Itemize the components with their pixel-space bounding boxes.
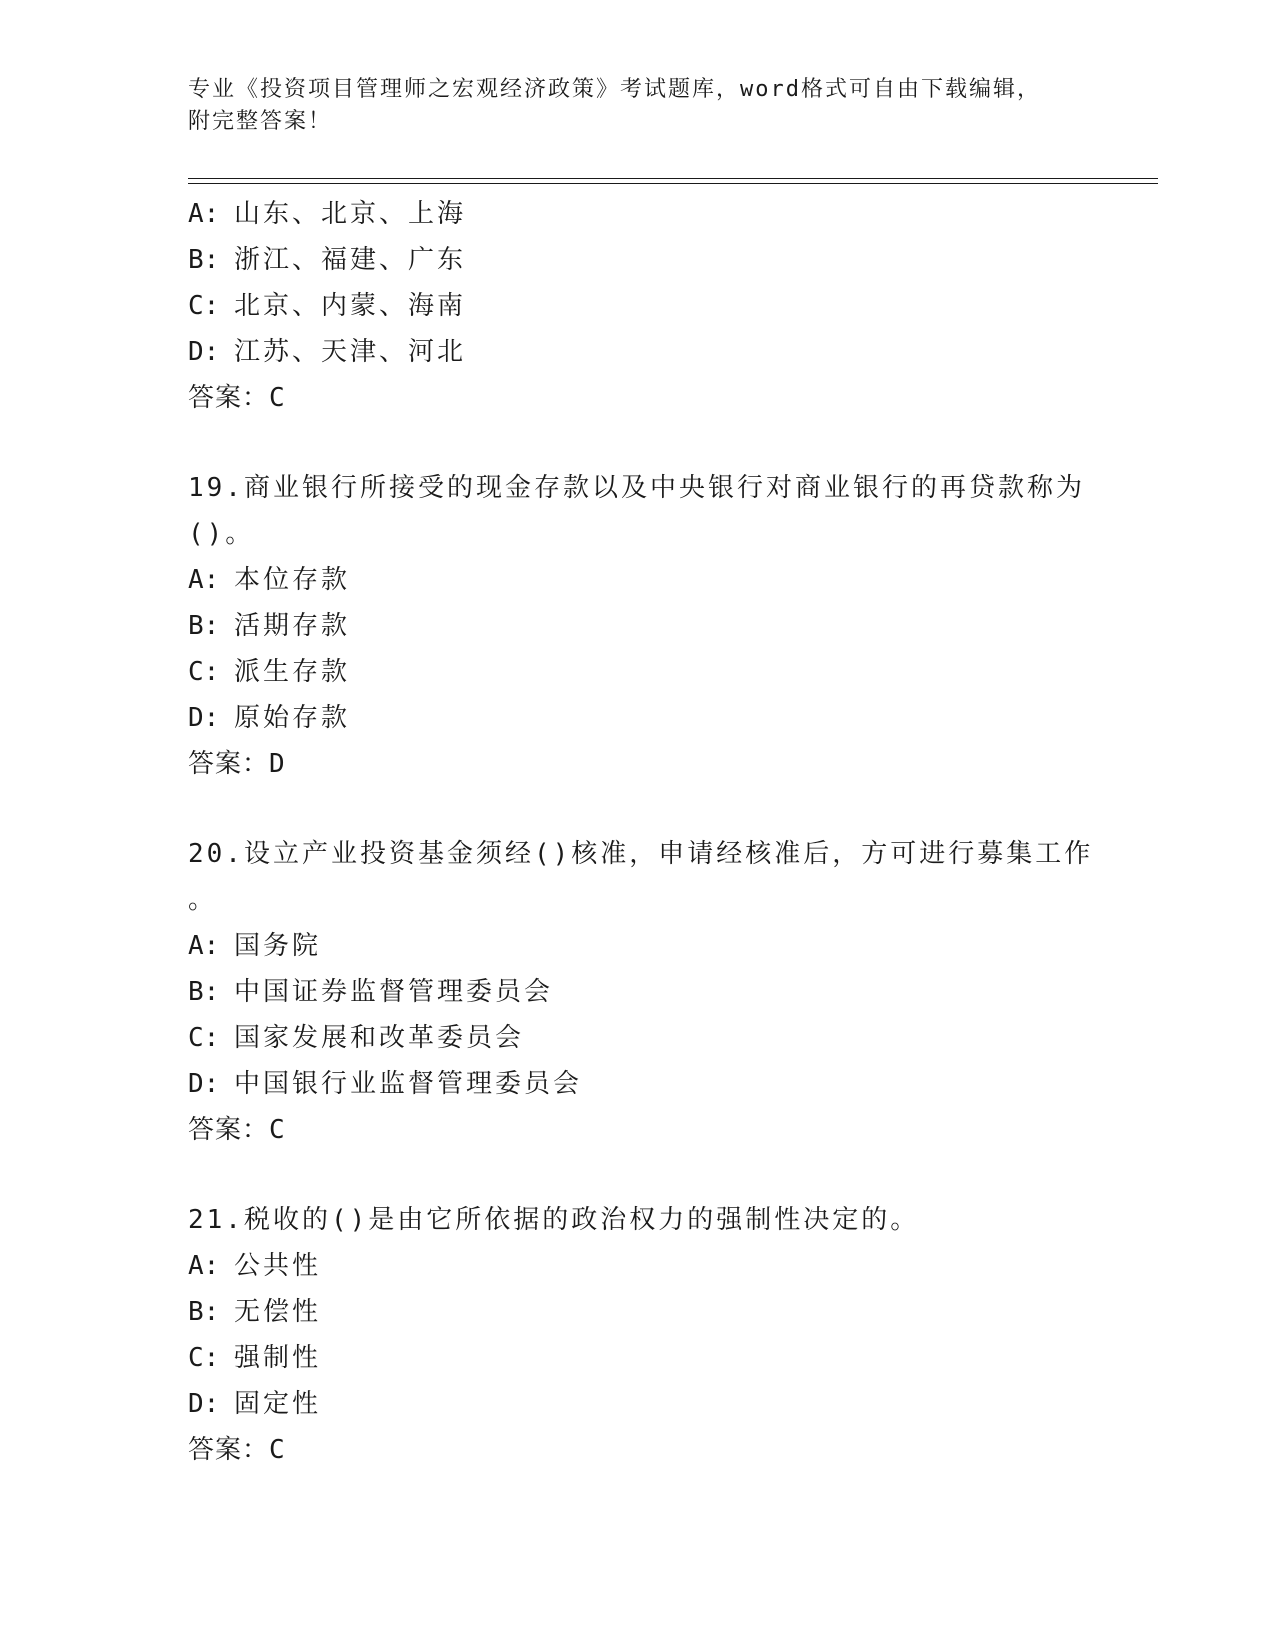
option-text: 活期存款 [234,611,351,641]
question-text-line-2: 。 [188,885,218,915]
option-text: 北京、内蒙、海南 [234,291,467,321]
option-text: 原始存款 [234,703,351,733]
option-text: 无偿性 [234,1297,322,1327]
answer-line [188,1427,1108,1473]
question-text-line-1: 20.设立产业投资基金须经()核准，申请经核准后，方可进行募集工作 [188,839,1094,869]
option-letter: D: [188,1069,220,1099]
option-c [188,283,1108,329]
option-letter: B: [188,1297,220,1327]
option-c [188,1335,1108,1381]
question-list [188,191,1108,1473]
option-a [188,191,1108,237]
question-text-line-1: 19.商业银行所接受的现金存款以及中央银行对商业银行的再贷款称为 [188,473,1085,503]
option-d [188,1061,1108,1107]
option-letter: B: [188,977,220,1007]
spacer [188,787,1108,831]
option-letter: C: [188,291,220,321]
option-d [188,1381,1108,1427]
question-text-line-1: 21.税收的()是由它所依据的政治权力的强制性决定的。 [188,1205,920,1235]
question-block-20 [188,831,1108,1153]
option-text: 国家发展和改革委员会 [234,1023,525,1053]
option-c [188,649,1108,695]
option-a [188,923,1108,969]
answer-value: D [269,749,286,779]
header-divider-top [188,178,1158,179]
option-text: 国务院 [234,931,322,961]
question-text-line-2: ()。 [188,519,255,549]
header-divider-bottom [188,183,1158,184]
option-letter: D: [188,703,220,733]
answer-value: C [269,1435,286,1465]
option-letter: A: [188,931,220,961]
option-letter: B: [188,611,220,641]
answer-line [188,375,1108,421]
answer-line [188,741,1108,787]
answer-value: C [269,383,286,413]
answer-line [188,1107,1108,1153]
document-header [188,74,1088,138]
header-line-2: 附完整答案！ [188,109,333,134]
question-block-19 [188,465,1108,787]
option-a [188,557,1108,603]
option-text: 固定性 [234,1389,322,1419]
option-letter: A: [188,1251,220,1281]
option-text: 中国银行业监督管理委员会 [234,1069,583,1099]
answer-label: 答案： [188,749,270,779]
spacer [188,421,1108,465]
option-text: 派生存款 [234,657,351,687]
option-text: 山东、北京、上海 [234,199,467,229]
option-d [188,329,1108,375]
option-letter: A: [188,199,220,229]
header-line-1: 专业《投资项目管理师之宏观经济政策》考试题库，word格式可自由下载编辑， [188,77,1041,102]
option-text: 中国证券监督管理委员会 [234,977,554,1007]
option-b [188,603,1108,649]
option-text: 强制性 [234,1343,322,1373]
option-letter: C: [188,1343,220,1373]
option-letter: B: [188,245,220,275]
option-text: 本位存款 [234,565,351,595]
question-block-18 [188,191,1108,421]
option-text: 江苏、天津、河北 [234,337,467,367]
option-letter: A: [188,565,220,595]
option-letter: D: [188,1389,220,1419]
answer-label: 答案： [188,383,270,413]
answer-label: 答案： [188,1435,270,1465]
option-a [188,1243,1108,1289]
answer-value: C [269,1115,286,1145]
option-b [188,1289,1108,1335]
option-text: 公共性 [234,1251,322,1281]
option-c [188,1015,1108,1061]
option-d [188,695,1108,741]
option-letter: D: [188,337,220,367]
answer-label: 答案： [188,1115,270,1145]
option-letter: C: [188,1023,220,1053]
spacer [188,1153,1108,1197]
option-b [188,237,1108,283]
option-b [188,969,1108,1015]
option-text: 浙江、福建、广东 [234,245,467,275]
option-letter: C: [188,657,220,687]
question-block-21 [188,1197,1108,1473]
